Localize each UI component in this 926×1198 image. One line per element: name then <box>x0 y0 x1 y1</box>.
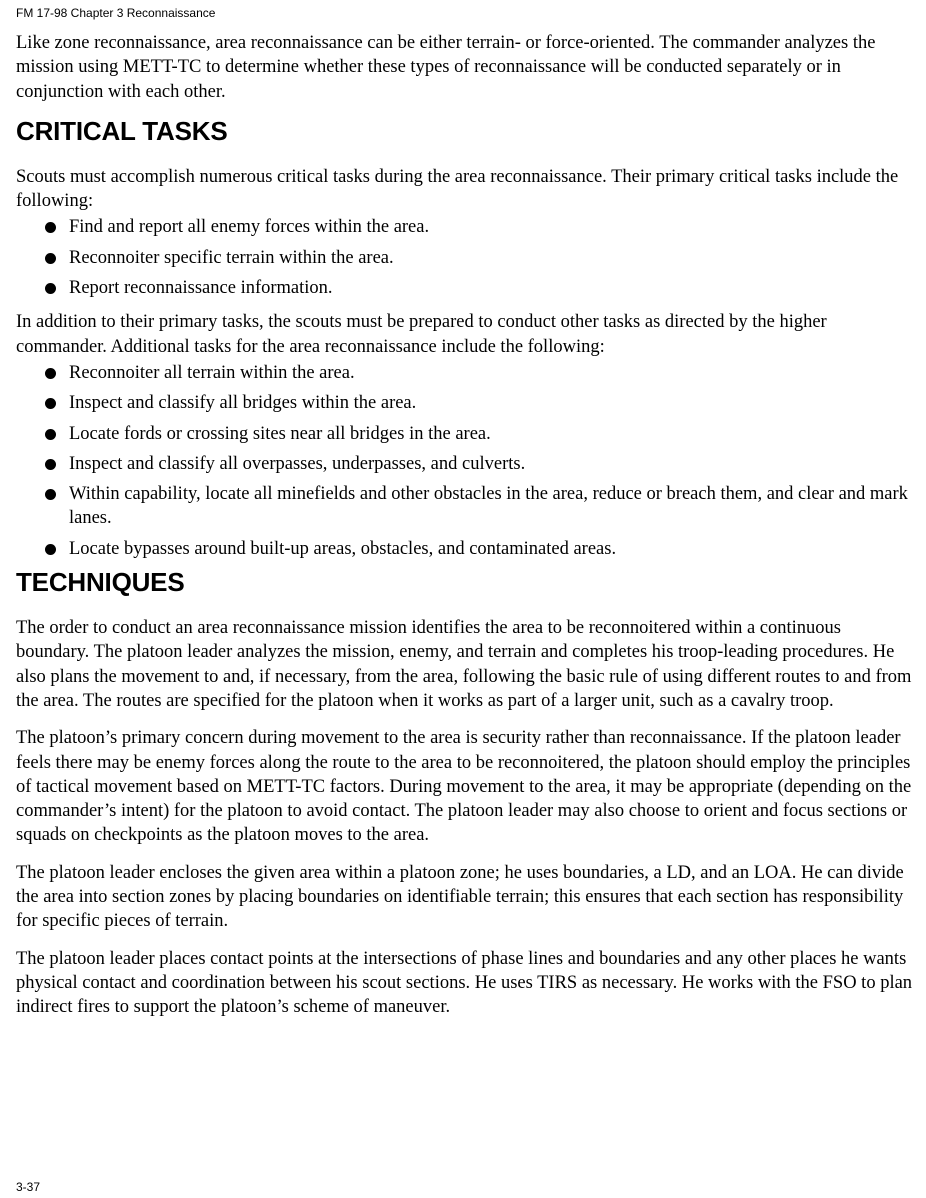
list-item <box>16 537 916 561</box>
list-item-text: Within capability, locate all minefields and other obstacles in the area, reduce or breach them, and clear and mark lanes. <box>69 484 908 529</box>
critical-tasks-heading: CRITICAL TASKS <box>16 115 228 146</box>
page-number: 3-37 <box>16 1180 41 1194</box>
list-item <box>16 482 916 531</box>
bullet-icon <box>45 429 56 440</box>
techniques-paragraph: The order to conduct an area reconnaissance mission identifies the area to be reconnoitered within a continuous boundary. The platoon leader analyzes the mission, enemy, and terrain and completes his troop-leading procedures. He also plans the movement to and, if necessary, from the area, following the basic rule of using different routes to and from the area. The routes are specified for the platoon when it works as part of a larger unit, such as a cavalry troop. <box>16 618 912 711</box>
list-item <box>16 422 916 446</box>
techniques-paragraph: The platoon leader encloses the given area within a platoon zone; he uses boundaries, a LD, and an LOA. He can divide the area into section zones by placing boundaries on identifiable terrain; this ensures that each section has responsibility for specific pieces of terrain. <box>16 862 904 932</box>
list-item <box>16 361 916 385</box>
list-item <box>16 246 916 270</box>
additional-tasks-intro: In addition to their primary tasks, the scouts must be prepared to conduct other tasks as directed by the higher commander. Additional tasks for the area reconnaissance include the following: <box>16 312 827 357</box>
list-item <box>16 391 916 415</box>
page-content <box>16 31 916 1033</box>
list-item-text: Reconnoiter all terrain within the area. <box>69 362 355 383</box>
techniques-paragraph: The platoon leader places contact points at the intersections of phase lines and boundaries and any other places he wants physical contact and coordination between his scout sections. He uses TIRS as necessary. He works with the FSO to plan indirect fires to support the platoon’s scheme of maneuver. <box>16 948 913 1018</box>
bullet-icon <box>45 283 56 294</box>
list-item <box>16 215 916 239</box>
bullet-icon <box>45 544 56 555</box>
bullet-icon <box>45 489 56 500</box>
intro-paragraph: Like zone reconnaissance, area reconnaissance can be either terrain- or force-oriented. The commander analyzes the mission using METT-TC to determine whether these types of reconnaissance will be conducted separately or in conjunction with each other. <box>16 33 876 102</box>
bullet-icon <box>45 459 56 470</box>
list-item-text: Inspect and classify all overpasses, underpasses, and culverts. <box>69 453 526 474</box>
list-item-text: Find and report all enemy forces within the area. <box>69 217 430 238</box>
running-header: FM 17-98 Chapter 3 Reconnaissance <box>16 6 216 20</box>
list-item-text: Locate bypasses around built-up areas, obstacles, and contaminated areas. <box>69 538 617 559</box>
list-item-text: Locate fords or crossing sites near all bridges in the area. <box>69 423 491 444</box>
techniques-heading: TECHNIQUES <box>16 567 185 598</box>
list-item-text: Reconnoiter specific terrain within the area. <box>69 247 394 268</box>
bullet-icon <box>45 253 56 264</box>
list-item <box>16 452 916 476</box>
bullet-icon <box>45 368 56 379</box>
bullet-icon <box>45 222 56 233</box>
list-item-text: Report reconnaissance information. <box>69 278 333 299</box>
bullet-icon <box>45 398 56 409</box>
list-item <box>16 276 916 300</box>
primary-tasks-intro: Scouts must accomplish numerous critical tasks during the area reconnaissance. Their primary critical tasks include the following: <box>16 166 899 212</box>
list-item-text: Inspect and classify all bridges within the area. <box>69 393 417 414</box>
primary-tasks-list <box>16 215 916 300</box>
additional-tasks-list <box>16 361 916 561</box>
techniques-paragraph: The platoon’s primary concern during movement to the area is security rather than reconnaissance. If the platoon leader feels there may be enemy forces along the route to the area to be reconnoitered, the platoon should employ the principles of tactical movement based on METT-TC factors. During movement to the area, it may be appropriate (depending on the commander’s intent) for the platoon to avoid contact. The platoon leader may also choose to orient and focus sections or squads on checkpoints as the platoon moves to the area. <box>16 728 912 846</box>
